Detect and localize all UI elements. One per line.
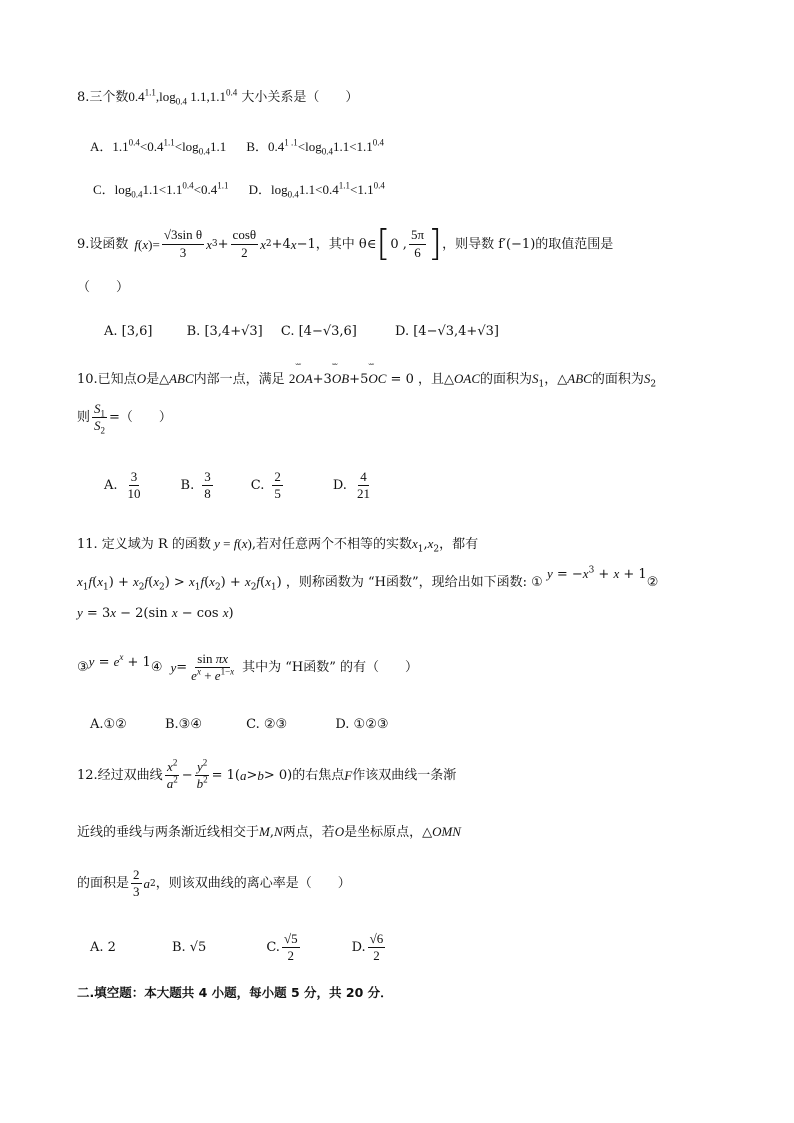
q10-option-a[interactable]: A. $\frac{3}{10}$: [104, 469, 141, 502]
q12-options: [90, 932, 387, 964]
q11-option-c[interactable]: C. ②③: [246, 717, 288, 732]
section-2-heading: 二.填空题：本大题共 4 小题，每小题 5 分，共 20 分．: [77, 985, 393, 1000]
q8-option-a[interactable]: A．$1.1^{0.4}<0.4^{1.1}<\log_{0.4}1.1$: [90, 137, 227, 157]
q9-option-a[interactable]: A. [3,6]: [104, 324, 153, 339]
q11-condition: $x_1f(x_1) + x_2f(x_2) > x_1f(x_2) + x_2f(x_1)$ ，则称函数为 “H函数”，现给出如下函数: ① $y = -x^3 + x$ + 1②: [77, 565, 659, 593]
q10-options: [104, 470, 374, 502]
q12-line3: 的面积是 $\frac{2}{3}$ a 2 ，则该双曲线的离心率是（ ）: [77, 867, 351, 900]
q12-line2: 近线的垂线与两条渐近线相交于M,N两点，若O是坐标原点，△OMN: [77, 824, 461, 840]
q10-stem: 10.已知点O是△ABC内部一点，满足 2˘˘˘ OA+3˘˘˘ OB+5˘˘˘ OC = 0 ，且△OAC的面积为$S_1$，△ABC的面积为$S_2$: [77, 372, 656, 386]
q12-option-d[interactable]: D. $\frac{√6}{2}$: [351, 931, 384, 964]
q9-mid: ，其中 θ∈: [315, 236, 377, 252]
q12-stem: 12.经过双曲线 $\frac{x^2}{a^2}$ − $\frac{y^2}{b^2}$ = 1( a > b > 0) 的右焦点 F 作该双曲线一条渐: [77, 757, 457, 792]
q12-option-c[interactable]: C. $\frac{√5}{2}$: [266, 931, 298, 964]
q11-stem: 11. 定义域为 R 的函数 y = f(x),若对任意两个不相等的实数$x_1,x_2$，都有: [77, 536, 479, 555]
q8-options-row1: [90, 137, 385, 157]
q9-options: [104, 325, 499, 338]
q11-option-b[interactable]: B.③④: [164, 717, 202, 732]
q8-stem: 8.三个数$0.4^{1.1},\log_{0.4}$ $1.1,1.1^{0.4}$ 大小关系是（ ）: [77, 87, 359, 107]
q10-option-b[interactable]: B. $\frac{3}{8}$: [180, 469, 211, 502]
q9-suffix: ，则导数 f′(−1)的取值范围是: [442, 236, 614, 252]
q8-options-row2: [93, 180, 385, 200]
q8-option-d[interactable]: D．$\log_{0.4}1.1<0.4^{1.1}<1.1^{0.4}$: [248, 180, 385, 200]
q11-func2: y = 3x − 2(sin x − cos x): [77, 605, 234, 621]
q12-option-b[interactable]: B. √5: [171, 940, 207, 956]
q9-option-c[interactable]: C. [4−√3,6]: [280, 324, 357, 339]
q12-option-a[interactable]: A. 2: [90, 940, 116, 956]
q10-option-c[interactable]: C. $\frac{2}{5}$: [250, 469, 281, 502]
q9-prefix: 9.设函数: [77, 236, 129, 252]
q11-options: [90, 718, 389, 731]
q9-paren: （ ）: [77, 280, 130, 295]
q10-question: 则 $\frac{S_1}{S_2}$ =（ ）: [77, 401, 172, 436]
q9-option-d[interactable]: D. [4−√3,4+√3]: [395, 324, 499, 339]
q9-option-b[interactable]: B. [3,4+√3]: [186, 324, 263, 339]
q11-option-a[interactable]: A.①②: [90, 717, 127, 732]
q11-option-d[interactable]: D. ①②③: [335, 717, 389, 732]
q9-stem: 9.设函数 f ( x )= $\frac{\text{√3sin θ}}{3}$ x 3 + $\frac{\cos\theta}{2}$ x 2 +4 x −1 ，其中 θ∈ [ 0 , $\frac{5\pi}{6}$ ] ，则导数 f′(−1)的取值范围是: [77, 223, 614, 264]
q11-func34: ③ $y = e^x + 1$ ④ y = $\frac{\text{sin πx}}{e^x + e^{1-x}}$ 其中为 “H函数” 的有（ ）: [77, 651, 419, 684]
q8-option-c[interactable]: C．$\log_{0.4}1.1<1.1^{0.4}<0.4^{1.1}$: [93, 180, 229, 200]
q8-option-b[interactable]: B．$0.4^{1 .1}<\log_{0.4}1.1<1.1^{0.4}$: [246, 137, 385, 157]
q10-option-d[interactable]: D. $\frac{4}{21}$: [332, 469, 370, 502]
